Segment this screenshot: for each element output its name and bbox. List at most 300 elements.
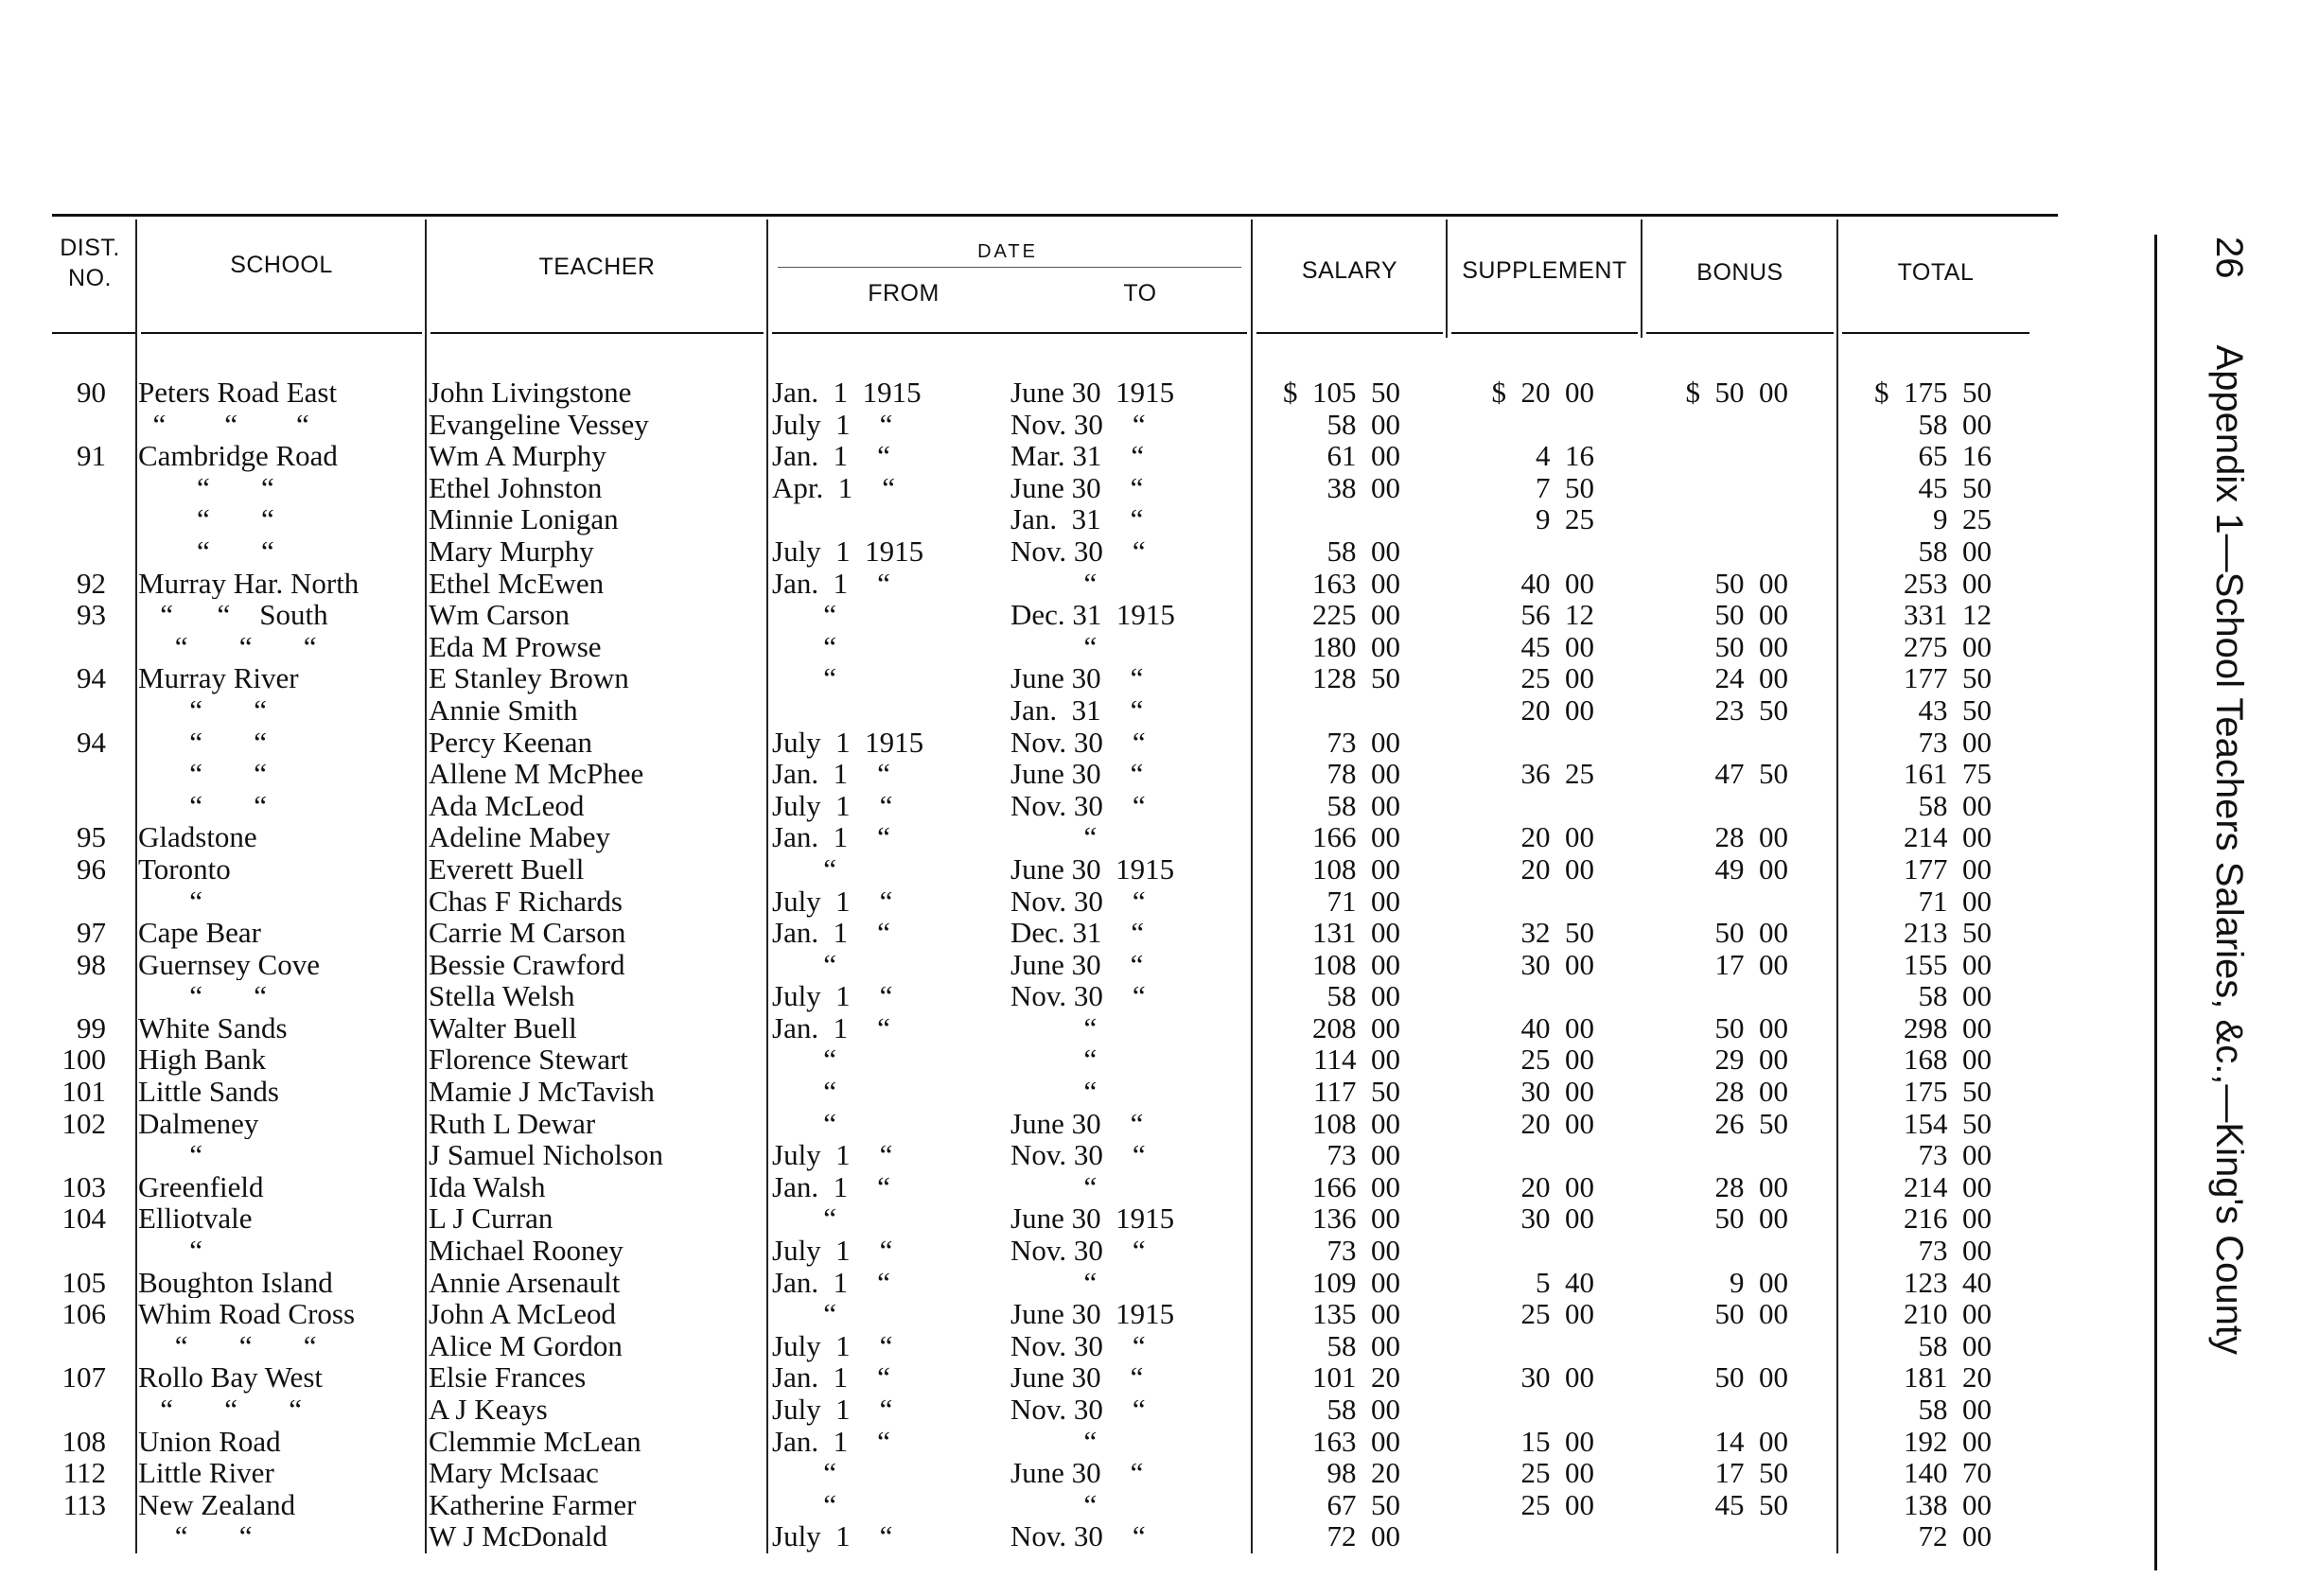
- cell-school: Rollo Bay West: [138, 1361, 323, 1394]
- cell-school: New Zealand: [138, 1488, 296, 1521]
- cell-dist-no: 94: [77, 661, 106, 695]
- cell-dist-no: 107: [61, 1360, 106, 1394]
- cell-total: 58 00: [1918, 788, 1992, 822]
- cell-supplement: 9 25: [1536, 502, 1594, 536]
- cell-supplement: 20 00: [1520, 693, 1594, 727]
- cell-total: 58 00: [1918, 979, 1992, 1013]
- cell-date-from: “: [772, 1297, 837, 1331]
- cell-date-to: June 30 “: [1010, 947, 1144, 981]
- cell-salary: 128 50: [1312, 661, 1400, 695]
- cell-school: Murray Har. North: [138, 567, 360, 600]
- cell-teacher: Minnie Lonigan: [429, 503, 619, 535]
- cell-date-to: “: [1010, 1487, 1098, 1521]
- cell-date-from: “: [772, 1201, 837, 1236]
- cell-date-to: Nov. 30 “: [1010, 884, 1146, 918]
- cell-date-from: July 1 “: [772, 1519, 893, 1553]
- cell-teacher: Wm Carson: [429, 599, 570, 631]
- cell-school: Little River: [138, 1457, 274, 1489]
- table-row: [0, 1012, 2176, 1044]
- cell-date-to: Nov. 30 “: [1010, 1234, 1146, 1268]
- cell-teacher: Florence Stewart: [429, 1044, 628, 1077]
- cell-salary: 72 00: [1326, 1519, 1400, 1553]
- cell-total: 43 50: [1918, 693, 1992, 727]
- cell-bonus: 9 00: [1730, 1265, 1788, 1299]
- cell-supplement: 30 00: [1520, 1360, 1594, 1394]
- cell-bonus: 28 00: [1714, 1075, 1788, 1109]
- cell-date-to: Nov. 30 “: [1010, 534, 1146, 568]
- cell-total: 140 70: [1904, 1456, 1992, 1490]
- cell-teacher: Allene M McPhee: [429, 758, 644, 790]
- cell-school: “: [138, 885, 203, 918]
- top-rule: [52, 214, 2058, 217]
- table-row: [0, 1298, 2176, 1330]
- cell-date-from: Jan. 1 “: [772, 916, 890, 950]
- cell-teacher: Everett Buell: [429, 852, 585, 886]
- cell-salary: 166 00: [1312, 1169, 1400, 1203]
- cell-school: Cape Bear: [138, 917, 261, 949]
- cell-date-to: “: [1010, 629, 1098, 663]
- cell-dist-no: 97: [77, 916, 106, 950]
- cell-supplement: 25 00: [1520, 1043, 1594, 1077]
- cell-date-from: July 1 “: [772, 1138, 893, 1172]
- cell-teacher: W J McDonald: [429, 1520, 607, 1552]
- cell-school: Toronto: [138, 852, 231, 886]
- cell-date-from: July 1 “: [772, 788, 893, 822]
- cell-bonus: 49 00: [1714, 851, 1788, 886]
- cell-teacher: Clemmie McLean: [429, 1425, 641, 1458]
- table-row: [0, 1267, 2176, 1299]
- table-row: [0, 599, 2176, 631]
- cell-date-from: “: [772, 1487, 837, 1521]
- cell-total: 155 00: [1904, 947, 1992, 981]
- cell-supplement: 45 00: [1520, 629, 1594, 663]
- cell-supplement: 25 00: [1520, 1487, 1594, 1521]
- cell-teacher: Ada McLeod: [429, 789, 585, 822]
- cell-date-from: “: [772, 629, 837, 663]
- header-dist-line2: NO.: [68, 265, 112, 291]
- cell-date-from: Jan. 1 “: [772, 757, 890, 791]
- cell-total: 123 40: [1904, 1265, 1992, 1299]
- cell-supplement: 7 50: [1536, 470, 1594, 504]
- cell-salary: 166 00: [1312, 820, 1400, 854]
- cell-supplement: 5 40: [1536, 1265, 1594, 1299]
- cell-salary: 114 00: [1313, 1043, 1400, 1077]
- cell-school: “ “: [138, 535, 274, 568]
- cell-dist-no: 91: [77, 439, 106, 473]
- cell-dist-no: 94: [77, 725, 106, 759]
- cell-teacher: Percy Keenan: [429, 726, 592, 759]
- cell-date-from: July 1 “: [772, 884, 893, 918]
- cell-date-to: June 30 “: [1010, 1360, 1144, 1394]
- cell-teacher: Mary Murphy: [429, 535, 594, 568]
- cell-supplement: 25 00: [1520, 661, 1594, 695]
- cell-dist-no: 101: [61, 1075, 106, 1109]
- cell-school: High Bank: [138, 1044, 267, 1077]
- page-number: 26: [2208, 237, 2250, 279]
- header-supplement: SUPPLEMENT: [1462, 257, 1627, 284]
- cell-date-to: Nov. 30 “: [1010, 1138, 1146, 1172]
- cell-total: 58 00: [1918, 407, 1992, 441]
- cell-date-to: June 30 “: [1010, 757, 1144, 791]
- cell-supplement: 30 00: [1520, 947, 1594, 981]
- header-total: TOTAL: [1897, 259, 1975, 286]
- cell-teacher: Carrie M Carson: [429, 917, 626, 949]
- cell-bonus: 50 00: [1714, 629, 1788, 663]
- cell-school: Whim Road Cross: [138, 1298, 356, 1330]
- cell-dist-no: 93: [77, 598, 106, 632]
- cell-bonus: 29 00: [1714, 1043, 1788, 1077]
- cell-school: Gladstone: [138, 821, 257, 853]
- cell-total: 45 50: [1918, 470, 1992, 504]
- cell-teacher: Adeline Mabey: [429, 821, 610, 853]
- header-dist-no: [43, 233, 137, 293]
- cell-salary: 58 00: [1326, 979, 1400, 1013]
- cell-salary: 71 00: [1326, 884, 1400, 918]
- table-row: [0, 1330, 2176, 1362]
- cell-date-to: Nov. 30 “: [1010, 1393, 1146, 1426]
- table-row: [0, 409, 2176, 441]
- cell-salary: 136 00: [1312, 1201, 1400, 1236]
- cell-teacher: Evangeline Vessey: [429, 408, 649, 441]
- cell-date-to: Nov. 30 “: [1010, 407, 1146, 441]
- cell-total: 73 00: [1918, 1234, 1992, 1268]
- cell-supplement: $ 20 00: [1491, 376, 1594, 409]
- cell-bonus: $ 50 00: [1685, 376, 1788, 409]
- cell-dist-no: 104: [61, 1201, 106, 1236]
- cell-school: “ “: [138, 726, 268, 759]
- table-row: [0, 1235, 2176, 1267]
- cell-date-to: Nov. 30 “: [1010, 725, 1146, 759]
- cell-supplement: 20 00: [1520, 820, 1594, 854]
- cell-date-to: Dec. 31 1915: [1010, 598, 1175, 632]
- cell-date-from: July 1 “: [772, 407, 893, 441]
- cell-salary: 135 00: [1312, 1297, 1400, 1331]
- cell-salary: 58 00: [1326, 1328, 1400, 1362]
- cell-school: “ “: [138, 758, 268, 790]
- cell-date-to: “: [1010, 1424, 1098, 1458]
- cell-date-to: Nov. 30 “: [1010, 979, 1146, 1013]
- cell-total: 168 00: [1904, 1043, 1992, 1077]
- cell-salary: 208 00: [1312, 1010, 1400, 1044]
- cell-teacher: Walter Buell: [429, 1011, 577, 1044]
- cell-total: 58 00: [1918, 1393, 1992, 1426]
- cell-total: 214 00: [1904, 1169, 1992, 1203]
- cell-total: 154 50: [1904, 1106, 1992, 1140]
- table-row: [0, 1139, 2176, 1171]
- table-row: [0, 535, 2176, 568]
- cell-school: Union Road: [138, 1425, 281, 1458]
- cell-teacher: A J Keays: [429, 1394, 548, 1426]
- cell-school: Cambridge Road: [138, 440, 338, 472]
- cell-total: 275 00: [1904, 629, 1992, 663]
- cell-total: 73 00: [1918, 1138, 1992, 1172]
- table-row: [0, 1044, 2176, 1076]
- cell-school: “ “: [138, 693, 268, 727]
- cell-salary: 163 00: [1312, 566, 1400, 600]
- cell-total: 58 00: [1918, 534, 1992, 568]
- cell-teacher: Annie Smith: [429, 693, 578, 727]
- cell-date-to: “: [1010, 1010, 1098, 1044]
- table-row: [0, 1520, 2176, 1552]
- cell-teacher: Mamie J McTavish: [429, 1076, 655, 1108]
- cell-date-to: Nov. 30 “: [1010, 1328, 1146, 1362]
- cell-teacher: Elsie Frances: [429, 1361, 587, 1394]
- cell-total: 65 16: [1918, 439, 1992, 473]
- cell-total: 181 20: [1904, 1360, 1992, 1394]
- cell-school: “ “ “: [138, 1394, 303, 1426]
- header-rule: [52, 332, 135, 334]
- cell-teacher: Chas F Richards: [429, 885, 623, 918]
- cell-dist-no: 103: [61, 1169, 106, 1203]
- cell-date-to: June 30 1915: [1010, 1297, 1175, 1331]
- cell-bonus: 28 00: [1714, 1169, 1788, 1203]
- cell-school: Boughton Island: [138, 1266, 333, 1299]
- cell-dist-no: 102: [61, 1106, 106, 1140]
- header-teacher: TEACHER: [538, 254, 656, 280]
- cell-date-to: June 30 1915: [1010, 376, 1175, 409]
- cell-total: 72 00: [1918, 1519, 1992, 1553]
- cell-bonus: 17 00: [1714, 947, 1788, 981]
- cell-total: 331 12: [1904, 598, 1992, 632]
- table-row: [0, 949, 2176, 981]
- table-row: [0, 790, 2176, 822]
- cell-date-from: “: [772, 661, 837, 695]
- side-rule: [2154, 235, 2157, 1570]
- cell-school: “ “ South: [138, 599, 328, 631]
- header-rule: [772, 332, 1247, 334]
- cell-total: 253 00: [1904, 566, 1992, 600]
- table-row: [0, 662, 2176, 694]
- cell-teacher: Ethel Johnston: [429, 471, 603, 504]
- cell-total: 177 50: [1904, 661, 1992, 695]
- cell-supplement: 4 16: [1536, 439, 1594, 473]
- cell-salary: 225 00: [1312, 598, 1400, 632]
- cell-supplement: 30 00: [1520, 1201, 1594, 1236]
- cell-date-from: “: [772, 1106, 837, 1140]
- cell-salary: 38 00: [1326, 470, 1400, 504]
- date-subheader-rule: [778, 267, 1241, 268]
- cell-date-from: July 1 “: [772, 1234, 893, 1268]
- cell-salary: 131 00: [1312, 916, 1400, 950]
- cell-salary: 117 50: [1313, 1075, 1400, 1109]
- cell-date-to: Jan. 31 “: [1010, 502, 1144, 536]
- table-row: [0, 568, 2176, 600]
- table-row: [0, 886, 2176, 918]
- cell-bonus: 24 00: [1714, 661, 1788, 695]
- cell-date-from: “: [772, 851, 837, 886]
- cell-total: 177 00: [1904, 851, 1992, 886]
- cell-total: 138 00: [1904, 1487, 1992, 1521]
- cell-salary: 73 00: [1326, 1234, 1400, 1268]
- cell-dist-no: 99: [77, 1010, 106, 1044]
- cell-date-from: “: [772, 1456, 837, 1490]
- table-row: [0, 1457, 2176, 1489]
- cell-teacher: Ida Walsh: [429, 1170, 546, 1203]
- header-dist-line1: DIST.: [60, 235, 120, 261]
- cell-salary: 61 00: [1326, 439, 1400, 473]
- cell-salary: 180 00: [1312, 629, 1400, 663]
- cell-date-to: Mar. 31 “: [1010, 439, 1145, 473]
- cell-date-from: Apr. 1 “: [772, 470, 896, 504]
- table-row: [0, 1361, 2176, 1394]
- header-date-to: TO: [1123, 280, 1157, 307]
- cell-school: “ “: [138, 1520, 253, 1552]
- cell-bonus: 26 50: [1714, 1106, 1788, 1140]
- cell-dist-no: 96: [77, 851, 106, 886]
- cell-date-to: “: [1010, 1169, 1098, 1203]
- table-row: [0, 1426, 2176, 1458]
- cell-bonus: 50 00: [1714, 566, 1788, 600]
- running-head-text: [2208, 237, 2250, 1355]
- table-row: [0, 503, 2176, 535]
- cell-total: 73 00: [1918, 725, 1992, 759]
- cell-date-to: Nov. 30 “: [1010, 1519, 1146, 1553]
- cell-bonus: 17 50: [1714, 1456, 1788, 1490]
- cell-salary: 108 00: [1312, 947, 1400, 981]
- cell-total: 161 75: [1904, 757, 1992, 791]
- cell-teacher: Michael Rooney: [429, 1235, 624, 1267]
- cell-teacher: Eda M Prowse: [429, 630, 602, 663]
- cell-dist-no: 113: [62, 1487, 106, 1521]
- cell-date-to: “: [1010, 1265, 1098, 1299]
- cell-supplement: 32 50: [1520, 916, 1594, 950]
- cell-salary: 58 00: [1326, 534, 1400, 568]
- table-row: [0, 1171, 2176, 1203]
- cell-teacher: Katherine Farmer: [429, 1488, 637, 1521]
- cell-salary: 67 50: [1326, 1487, 1400, 1521]
- cell-school: “ “: [138, 789, 268, 822]
- cell-date-to: Jan. 31 “: [1010, 693, 1144, 727]
- cell-dist-no: 108: [61, 1424, 106, 1458]
- cell-dist-no: 100: [61, 1043, 106, 1077]
- cell-teacher: Alice M Gordon: [429, 1329, 623, 1362]
- cell-school: “ “ “: [138, 408, 309, 441]
- cell-date-from: July 1 1915: [772, 534, 924, 568]
- cell-date-to: June 30 “: [1010, 1456, 1144, 1490]
- table-row: [0, 1394, 2176, 1426]
- cell-date-from: Jan. 1 “: [772, 1010, 890, 1044]
- cell-supplement: 40 00: [1520, 1010, 1594, 1044]
- header-date: DATE: [977, 241, 1038, 262]
- cell-supplement: 20 00: [1520, 1169, 1594, 1203]
- cell-date-to: June 30 “: [1010, 661, 1144, 695]
- cell-school: “ “: [138, 503, 274, 535]
- cell-total: 71 00: [1918, 884, 1992, 918]
- cell-school: “: [138, 1139, 203, 1171]
- cell-date-to: Nov. 30 “: [1010, 788, 1146, 822]
- cell-date-from: Jan. 1 “: [772, 1169, 890, 1203]
- cell-teacher: L J Curran: [429, 1202, 553, 1236]
- cell-total: 175 50: [1904, 1075, 1992, 1109]
- cell-total: 298 00: [1904, 1010, 1992, 1044]
- cell-school: “ “: [138, 980, 268, 1012]
- header-bonus: BONUS: [1696, 259, 1783, 286]
- cell-supplement: 36 25: [1520, 757, 1594, 791]
- cell-date-from: “: [772, 598, 837, 632]
- cell-date-to: “: [1010, 566, 1098, 600]
- cell-salary: 78 00: [1326, 757, 1400, 791]
- cell-supplement: 20 00: [1520, 851, 1594, 886]
- cell-date-from: July 1 1915: [772, 725, 924, 759]
- cell-teacher: Annie Arsenault: [429, 1266, 621, 1299]
- cell-bonus: 50 00: [1714, 1297, 1788, 1331]
- cell-bonus: 47 50: [1714, 757, 1788, 791]
- cell-supplement: 40 00: [1520, 566, 1594, 600]
- cell-supplement: 20 00: [1520, 1106, 1594, 1140]
- cell-date-from: “: [772, 1075, 837, 1109]
- cell-teacher: John Livingstone: [429, 377, 632, 409]
- cell-school: White Sands: [138, 1011, 288, 1044]
- cell-school: Greenfield: [138, 1170, 264, 1203]
- cell-date-to: June 30 1915: [1010, 1201, 1175, 1236]
- cell-dist-no: 90: [77, 376, 106, 409]
- table-row: [0, 1108, 2176, 1140]
- cell-date-from: Jan. 1 “: [772, 820, 890, 854]
- cell-total: 58 00: [1918, 1328, 1992, 1362]
- cell-supplement: 30 00: [1520, 1075, 1594, 1109]
- cell-teacher: John A McLeod: [429, 1298, 617, 1330]
- cell-date-from: Jan. 1 1915: [772, 376, 922, 409]
- cell-salary: 58 00: [1326, 788, 1400, 822]
- cell-total: 216 00: [1904, 1201, 1992, 1236]
- cell-teacher: E Stanley Brown: [429, 662, 629, 694]
- table-row: [0, 821, 2176, 853]
- table-row: [0, 1076, 2176, 1108]
- table-row: [0, 980, 2176, 1012]
- table-row: [0, 853, 2176, 886]
- cell-salary: 163 00: [1312, 1424, 1400, 1458]
- cell-school: “ “ “: [138, 1329, 317, 1362]
- cell-dist-no: 112: [62, 1456, 106, 1490]
- cell-total: 213 50: [1904, 916, 1992, 950]
- cell-date-to: June 30 “: [1010, 1106, 1144, 1140]
- cell-school: Elliotvale: [138, 1202, 253, 1236]
- cell-date-to: June 30 1915: [1010, 851, 1175, 886]
- cell-bonus: 14 00: [1714, 1424, 1788, 1458]
- cell-supplement: 15 00: [1520, 1424, 1594, 1458]
- cell-total: 192 00: [1904, 1424, 1992, 1458]
- cell-salary: 101 20: [1312, 1360, 1400, 1394]
- cell-salary: 73 00: [1326, 725, 1400, 759]
- cell-school: Little Sands: [138, 1076, 279, 1108]
- cell-teacher: J Samuel Nicholson: [429, 1139, 663, 1171]
- header-rule: [1842, 332, 2029, 334]
- cell-school: “: [138, 1235, 203, 1267]
- table-row: [0, 440, 2176, 472]
- cell-date-from: Jan. 1 “: [772, 1265, 890, 1299]
- cell-total: 214 00: [1904, 820, 1992, 854]
- cell-dist-no: 92: [77, 566, 106, 600]
- cell-school: “ “: [138, 471, 274, 504]
- cell-bonus: 50 00: [1714, 1360, 1788, 1394]
- cell-date-from: Jan. 1 “: [772, 566, 890, 600]
- cell-dist-no: 105: [61, 1265, 106, 1299]
- cell-date-from: “: [772, 1043, 837, 1077]
- cell-supplement: 25 00: [1520, 1297, 1594, 1331]
- cell-salary: 58 00: [1326, 407, 1400, 441]
- cell-date-to: June 30 “: [1010, 470, 1144, 504]
- cell-date-from: Jan. 1 “: [772, 1360, 890, 1394]
- header-date-from: FROM: [868, 280, 940, 307]
- cell-bonus: 45 50: [1714, 1487, 1788, 1521]
- cell-bonus: 28 00: [1714, 820, 1788, 854]
- cell-teacher: Stella Welsh: [429, 980, 575, 1012]
- header-rule: [430, 332, 764, 334]
- cell-total: $ 175 50: [1874, 376, 1992, 409]
- cell-total: 9 25: [1933, 502, 1992, 536]
- cell-date-to: “: [1010, 820, 1098, 854]
- cell-salary: 98 20: [1326, 1456, 1400, 1490]
